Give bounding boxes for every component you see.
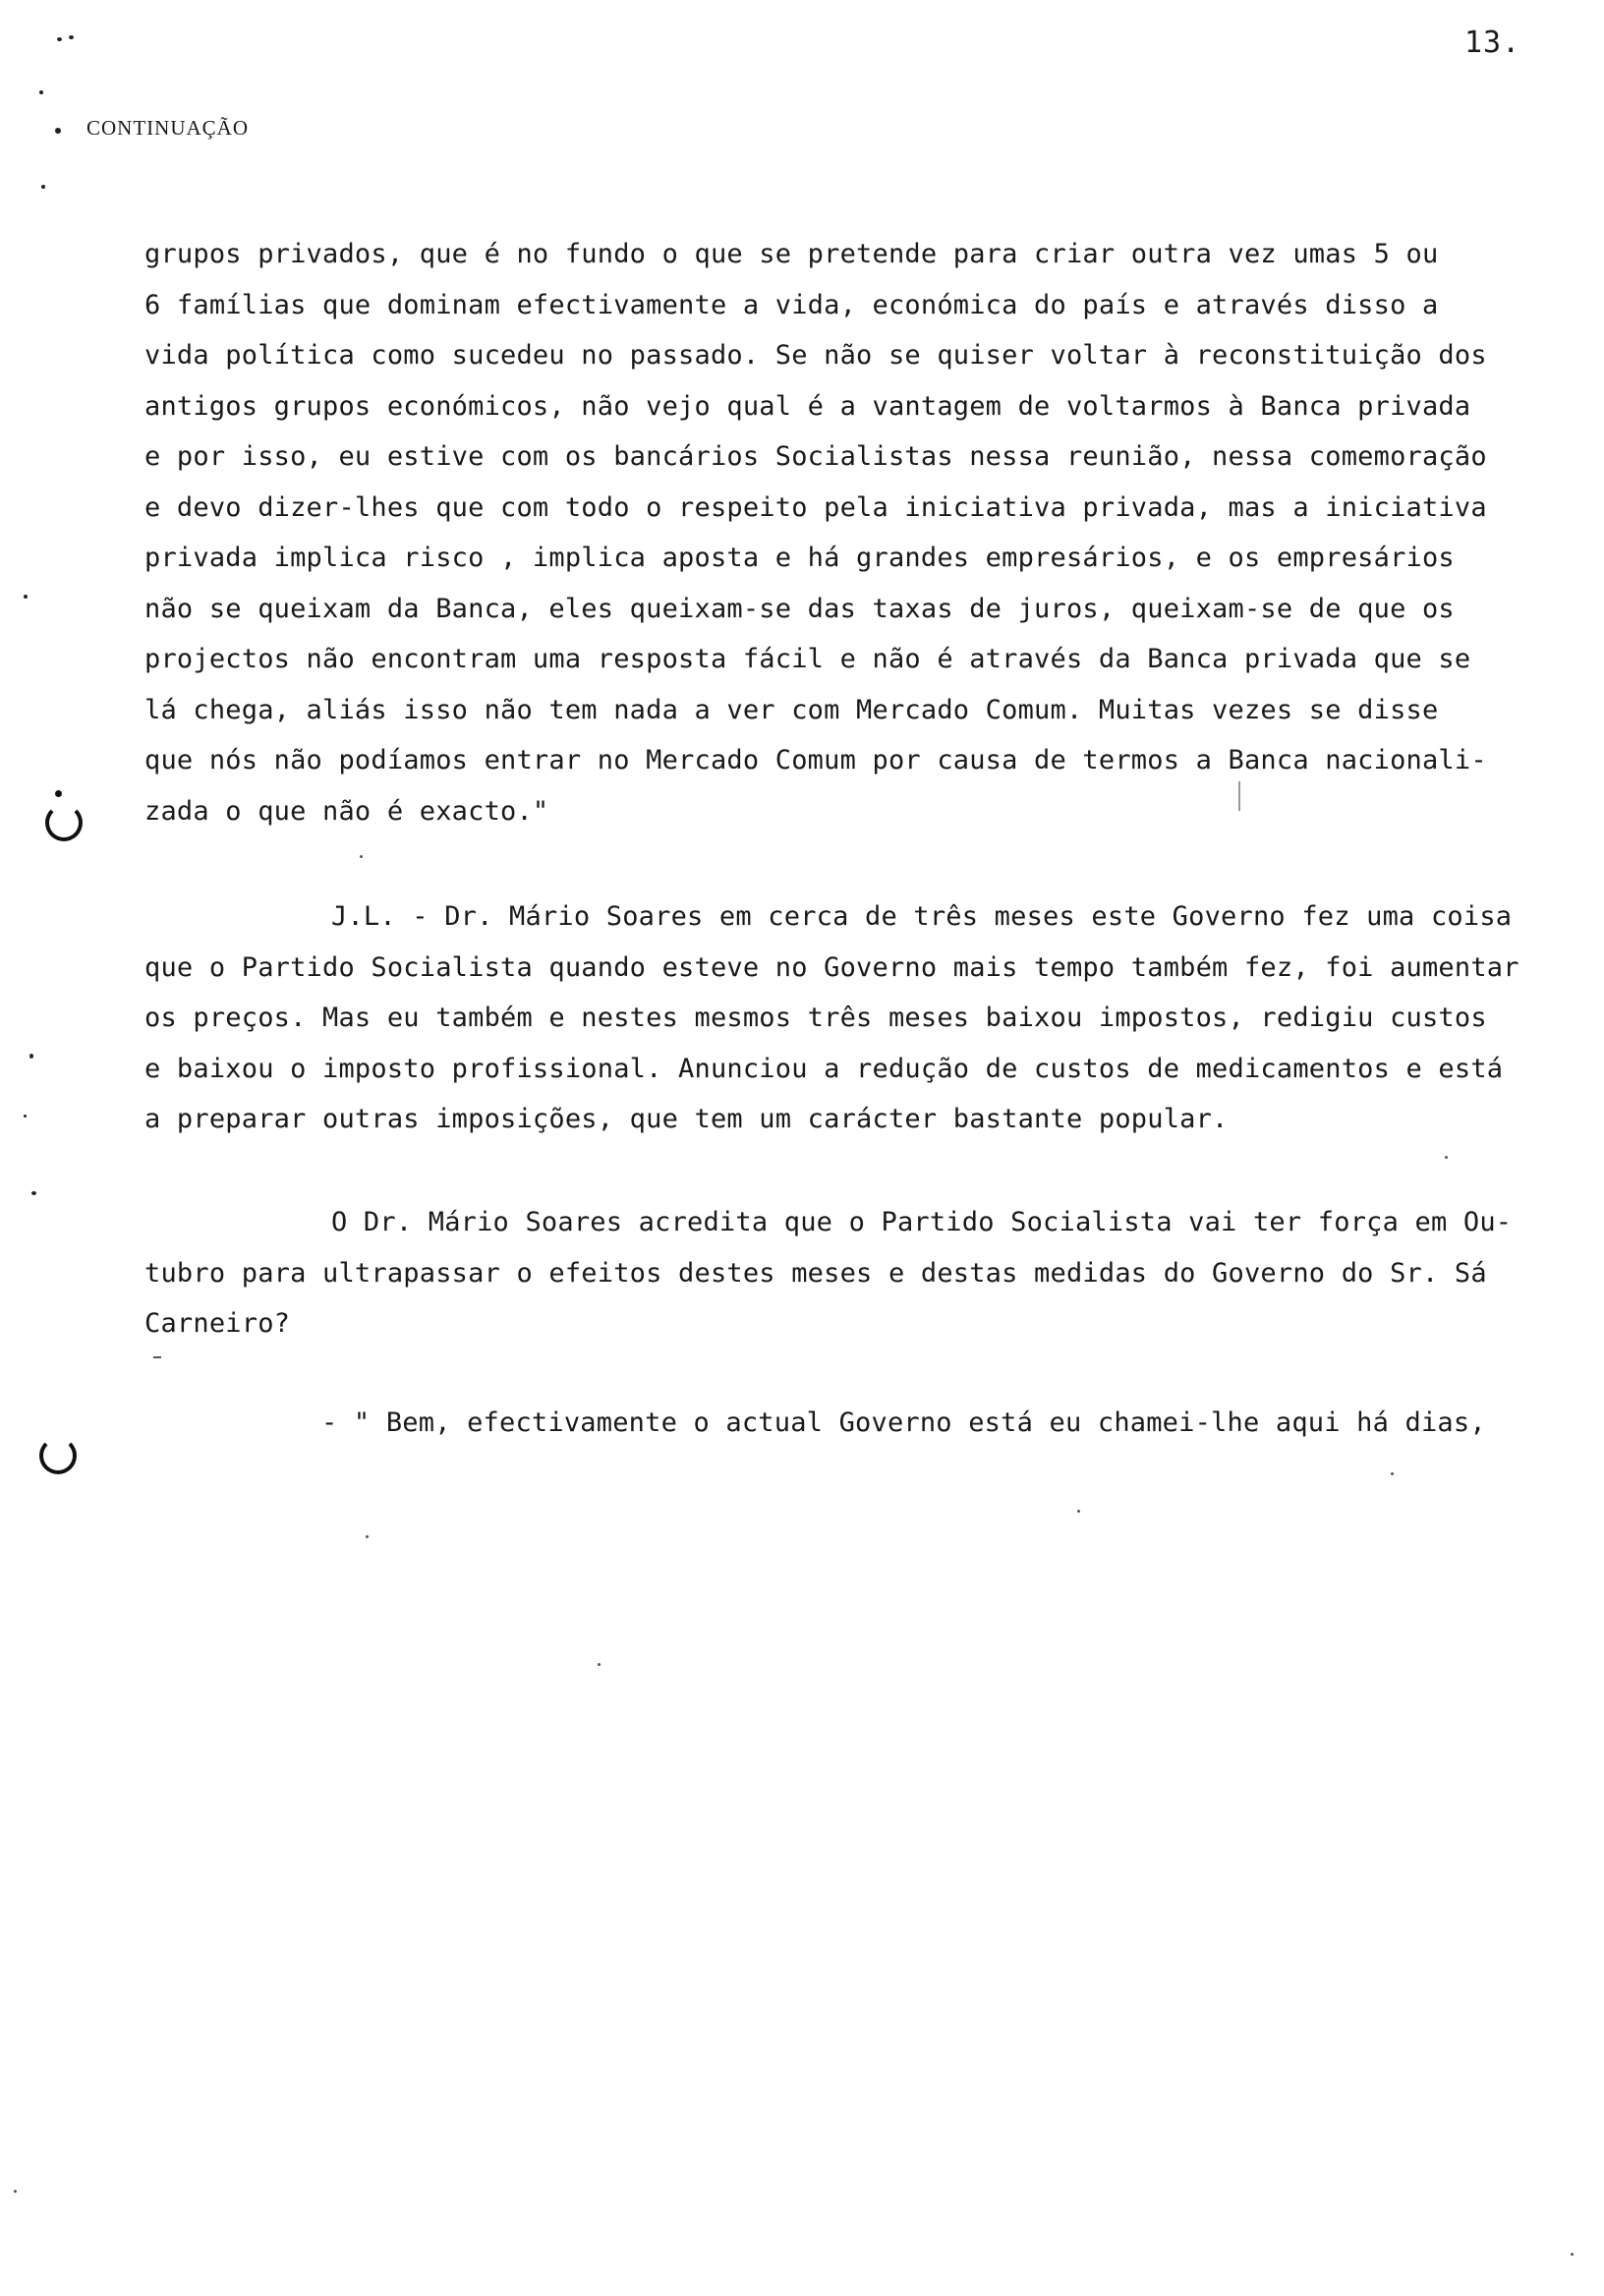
- margin-dot: [39, 90, 43, 94]
- text-line: os preços. Mas eu também e nestes mesmos três meses baixou impostos, redigiu custos: [144, 1003, 1487, 1033]
- speck: [1391, 1472, 1394, 1475]
- speck: [153, 1356, 161, 1358]
- text-line: antigos grupos económicos, não vejo qual é a vantagem de voltarmos à Banca privada: [144, 390, 1471, 422]
- margin-dot: [29, 1054, 33, 1059]
- text-line: a preparar outras imposições, que tem um carácter bastante popular.: [144, 1104, 1229, 1134]
- margin-dot: [24, 595, 28, 599]
- speck: [1077, 1510, 1080, 1513]
- text-line: Carneiro?: [144, 1308, 291, 1339]
- speck: [1571, 2253, 1574, 2256]
- margin-dot: [31, 1191, 36, 1195]
- paragraph-continuation: [144, 229, 1589, 836]
- paragraph-answer: [144, 1398, 1589, 1449]
- text-line: J.L. - Dr. Mário Soares em cerca de três meses este Governo fez uma coisa: [331, 901, 1513, 932]
- text-line: e devo dizer-lhes que com todo o respeito pela iniciativa privada, mas a iniciativa: [144, 491, 1487, 523]
- speck: [366, 1535, 369, 1538]
- text-line: O Dr. Mário Soares acredita que o Partido Socialista vai ter força em Ou-: [331, 1207, 1513, 1237]
- text-line: tubro para ultrapassar o efeitos destes meses e destas medidas do Governo do Sr. Sá: [144, 1257, 1487, 1289]
- punch-hole-bottom: [39, 1437, 77, 1474]
- text-line: grupos privados, que é no fundo o que se pretende para criar outra vez umas 5 ou: [144, 239, 1439, 269]
- speck: [1445, 1156, 1448, 1159]
- text-line: projectos não encontram uma resposta fácil e não é através da Banca privada que se: [144, 644, 1471, 674]
- text-line: e baixou o imposto profissional. Anunciou a redução de custos de medicamentos e está: [144, 1053, 1504, 1084]
- speck: [360, 855, 363, 858]
- margin-dot: [69, 35, 74, 39]
- margin-dot: [55, 128, 61, 134]
- text-line: 6 famílias que dominam efectivamente a vida, económica do país e através disso a: [144, 289, 1439, 320]
- speck: [598, 1663, 601, 1666]
- text-line: lá chega, aliás isso não tem nada a ver com Mercado Comum. Muitas vezes se disse: [144, 694, 1439, 725]
- continuation-label: CONTINUAÇÃO: [86, 116, 249, 140]
- page-number: 13.: [1464, 26, 1521, 60]
- text-line: que o Partido Socialista quando esteve no Governo mais tempo também fez, foi aumentar: [144, 951, 1519, 983]
- paragraph-question: [144, 1197, 1589, 1349]
- text-line: zada o que não é exacto.": [144, 795, 549, 827]
- text-line: vida política como sucedeu no passado. Se não se quiser voltar à reconstituição dos: [144, 340, 1487, 371]
- punch-hole-top: [45, 804, 83, 841]
- punch-hole-dot-top: [55, 790, 62, 797]
- margin-dot: [24, 1115, 27, 1118]
- margin-dot: [57, 37, 62, 41]
- text-line: e por isso, eu estive com os bancários Socialistas nessa reunião, nessa comemoração: [144, 441, 1487, 472]
- margin-dot: [41, 185, 45, 189]
- paragraph-interviewer-question: [144, 891, 1589, 1145]
- text-line: que nós não podíamos entrar no Mercado Comum por causa de termos a Banca nacionali-: [144, 745, 1487, 775]
- text-line: não se queixam da Banca, eles queixam-se das taxas de juros, queixam-se de que os: [144, 593, 1455, 624]
- speck: [14, 2190, 17, 2193]
- text-line: - " Bem, efectivamente o actual Governo está eu chamei-lhe aqui há dias,: [321, 1407, 1486, 1438]
- text-line: privada implica risco , implica aposta e há grandes empresários, e os empresários: [144, 543, 1455, 573]
